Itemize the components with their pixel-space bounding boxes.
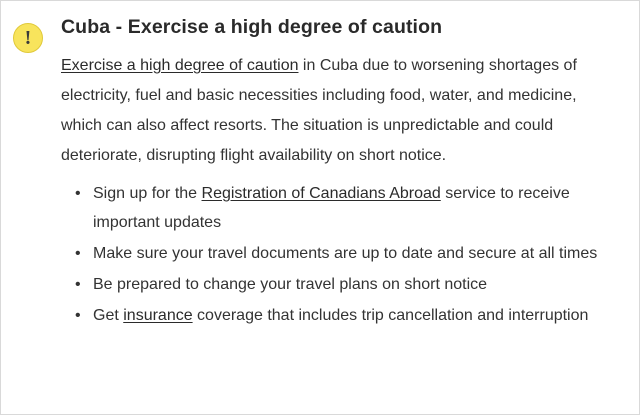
page-title: Cuba - Exercise a high degree of caution [61, 16, 443, 38]
warning-exclamation-icon [13, 23, 43, 53]
list-item-text-before: Sign up for the [93, 185, 202, 202]
list-item-text-before: Get [93, 307, 124, 324]
list-item-text-after: coverage that includes trip cancellation and interruption [192, 307, 589, 324]
insurance-link[interactable]: insurance [123, 307, 193, 324]
list-item [91, 301, 617, 330]
list-item [91, 239, 617, 268]
list-item-text-before: Make sure your travel documents are up to date and secure at all times [93, 245, 598, 262]
advisory-content [61, 15, 617, 330]
registration-of-canadians-abroad-link[interactable]: Registration of Canadians Abroad [201, 185, 441, 202]
list-item [91, 179, 617, 237]
exercise-caution-link[interactable]: Exercise a high degree of caution [61, 57, 299, 74]
advisory-lead-text: in Cuba due to worsening shortages of electricity, fuel and basic necessities including food, water, and medicine, which can also affect resorts. The situation is unpredictable and could deteriorate, disrupting flight availability on short notice. [61, 57, 577, 164]
advisory-bullet-list [61, 179, 617, 330]
warning-exclamation-glyph: ! [24, 27, 32, 49]
advisory-lead-paragraph [61, 51, 617, 171]
list-item [91, 270, 617, 299]
list-item-text-after: service to receive important updates [93, 185, 570, 231]
list-item-text-before: Be prepared to change your travel plans on short notice [93, 276, 488, 293]
